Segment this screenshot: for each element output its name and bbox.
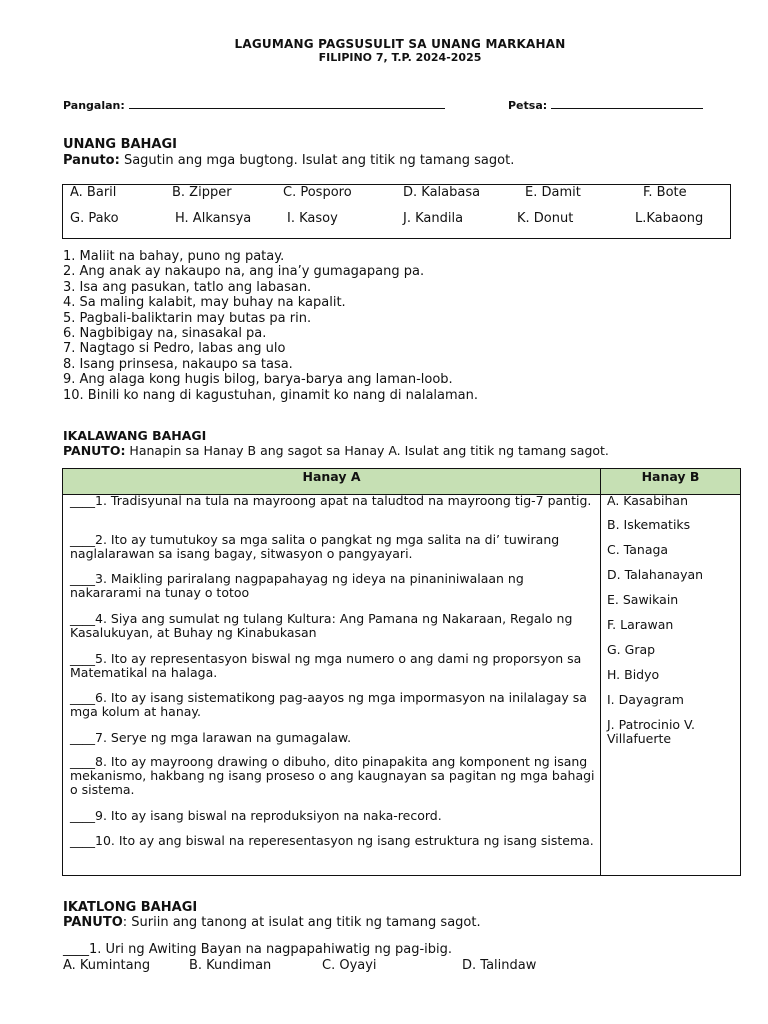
part2-heading: IKALAWANG BAHAGI (63, 428, 207, 443)
part2-instruction-label: PANUTO: (63, 443, 126, 458)
column-b-item: I. Dayagram (607, 692, 684, 707)
riddle-item: 8. Isang prinsesa, nakaupo sa tasa. (63, 356, 293, 372)
exam-subtitle: FILIPINO 7, T.P. 2024-2025 (318, 51, 482, 64)
riddle-item: 7. Nagtago si Pedro, labas ang ulo (63, 341, 286, 357)
column-divider (600, 469, 601, 875)
column-b-item: E. Sawikain (607, 592, 679, 607)
part3-question: ____1. Uri ng Awiting Bayan na nagpapahiwatig ng pag-ibig. (63, 942, 453, 957)
riddle-item: 6. Nagbibigay na, sinasakal pa. (63, 326, 267, 342)
date-blank[interactable] (551, 99, 703, 109)
choice-item: K. Donut (517, 211, 574, 226)
name-field (63, 99, 445, 112)
column-b-item: J. Patrocinio V. Villafuerte (607, 717, 695, 746)
column-a-item: ____1. Tradisyunal na tula na mayroong apat na taludtod na mayroong tig-7 pantig. (70, 493, 592, 508)
riddle-item: 1. Maliit na bahay, puno ng patay. (63, 249, 285, 264)
part3-choice: D. Talindaw (462, 958, 537, 973)
choice-item: D. Kalabasa (403, 185, 481, 200)
riddle-item: 9. Ang alaga kong hugis bilog, barya-barya ang laman-loob. (63, 372, 453, 388)
choice-item: H. Alkansya (175, 211, 252, 226)
column-b-item: G. Grap (607, 642, 656, 657)
column-b-item: B. Iskematiks (607, 517, 691, 532)
column-a-item: ____5. Ito ay representasyon biswal ng mga numero o ang dami ng proporsyon sa Matematikal na halaga. (70, 651, 582, 680)
exam-title: LAGUMANG PAGSUSULIT SA UNANG MARKAHAN (234, 37, 566, 51)
riddle-item: 2. Ang anak ay nakaupo na, ang ina’y gumagapang pa. (63, 264, 425, 280)
choice-item: A. Baril (70, 185, 117, 200)
column-b-item: H. Bidyo (607, 667, 660, 682)
name-blank[interactable] (129, 99, 445, 109)
choice-item: I. Kasoy (287, 211, 338, 226)
riddle-list (63, 249, 478, 403)
column-a-item: ____3. Maikling pariralang nagpapahayag ng ideya na pinaniniwalaan ng nakararami na tunay o totoo (70, 571, 524, 600)
column-b-item: D. Talahanayan (607, 567, 704, 582)
column-header-b: Hanay B (641, 469, 700, 484)
matching-table (62, 468, 741, 876)
part3-choice: B. Kundiman (189, 958, 272, 973)
column-a-item: ____6. Ito ay isang sistematikong pag-aayos ng mga impormasyon na inilalagay sa mga kolum at hanay. (70, 690, 587, 719)
part3-choice: C. Oyayi (322, 958, 377, 973)
part1-instruction-text: Sagutin ang mga bugtong. Isulat ang titik ng tamang sagot. (119, 153, 515, 168)
column-a-item: ____4. Siya ang sumulat ng tulang Kultura: Ang Pamana ng Nakaraan, Regalo ng Kasalukuyan, at Buhay ng Kinabukasan (70, 611, 573, 640)
column-a-item: ____2. Ito ay tumutukoy sa mga salita o pangkat ng mga salita na di’ tuwirang naglalarawan sa isang bagay, sitwasyon o pangyayari. (70, 532, 560, 561)
part1-instruction-label: Panuto: (63, 153, 120, 168)
column-a-item: ____7. Serye ng mga larawan na gumagalaw. (70, 730, 352, 745)
column-b-item: A. Kasabihan (607, 493, 688, 508)
column-header-a: Hanay A (302, 469, 361, 484)
part3-choice: A. Kumintang (63, 958, 151, 973)
part1-instruction (63, 153, 514, 168)
table-header (63, 469, 740, 495)
choice-item: E. Damit (525, 185, 581, 200)
part3-heading: IKATLONG BAHAGI (63, 900, 198, 915)
part3-instruction-label: PANUTO (63, 915, 123, 930)
column-b-item: F. Larawan (607, 617, 674, 632)
choice-item: J. Kandila (403, 211, 464, 226)
choice-item: C. Posporo (283, 185, 352, 200)
part3-instruction (63, 915, 481, 930)
part2-instruction-text: Hanapin sa Hanay B ang sagot sa Hanay A. Isulat ang titik ng tamang sagot. (125, 443, 609, 458)
name-label: Pangalan: (63, 99, 125, 112)
choice-item: G. Pako (70, 211, 119, 226)
choice-item: F. Bote (643, 185, 687, 200)
choice-item: B. Zipper (172, 185, 232, 200)
part3-instruction-text: : Suriin ang tanong at isulat ang titik ng tamang sagot. (122, 915, 481, 930)
part1-heading: UNANG BAHAGI (63, 137, 177, 152)
riddle-item: 4. Sa maling kalabit, may buhay na kapalit. (63, 295, 346, 311)
riddle-item: 3. Isa ang pasukan, tatlo ang labasan. (63, 279, 312, 295)
column-b-item: C. Tanaga (607, 542, 669, 557)
column-a-item: ____8. Ito ay mayroong drawing o dibuho, dito pinapakita ang komponent ng isang mekanismo, hakbang ng isang proseso o ang kaugnayan sa pagitan ng mga bahagi o sistema. (70, 754, 595, 797)
riddle-item: 5. Pagbali-baliktarin may butas pa rin. (63, 310, 312, 326)
choices-box (62, 184, 731, 239)
column-a-item: ____9. Ito ay isang biswal na reproduksiyon na naka-record. (70, 808, 442, 823)
column-a-item: ____10. Ito ay ang biswal na reperesentasyon ng isang estruktura ng isang sistema. (70, 833, 594, 848)
part2-instruction (63, 443, 609, 458)
date-field (508, 99, 703, 112)
riddle-item: 10. Binili ko nang di kagustuhan, ginamit ko nang di nalalaman. (63, 387, 479, 403)
date-label: Petsa: (508, 99, 548, 112)
choice-item: L.Kabaong (635, 211, 704, 226)
